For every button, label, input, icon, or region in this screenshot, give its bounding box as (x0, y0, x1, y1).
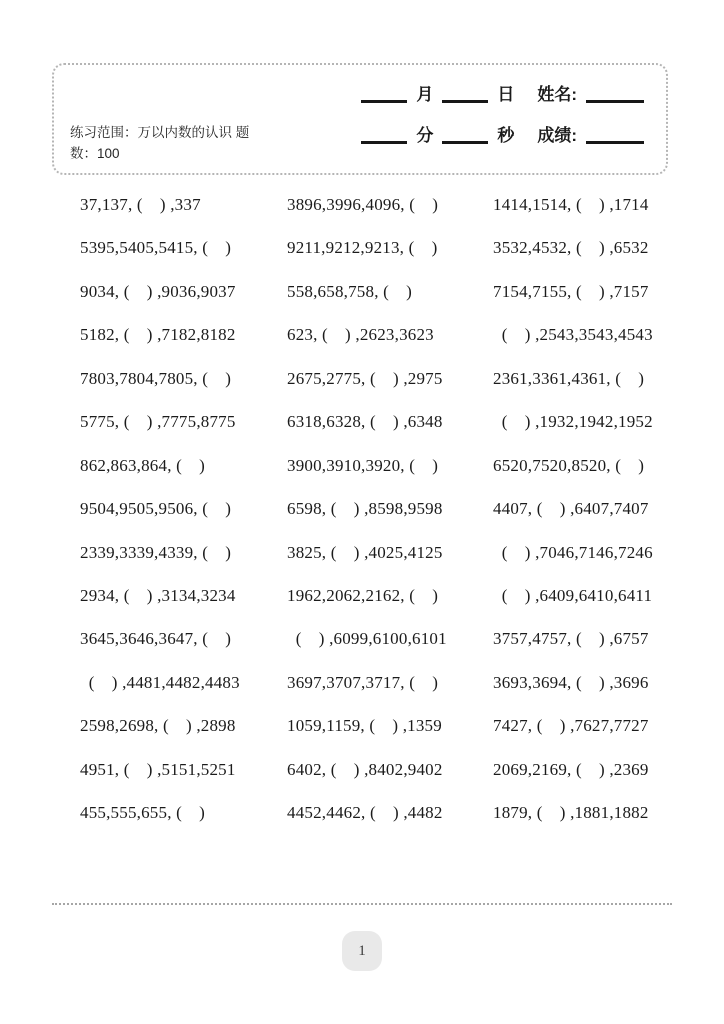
day-label: 日 (497, 85, 515, 104)
problem-cell: 1879, ( ) ,1881,1882 (493, 803, 649, 823)
problem-cell: 2339,3339,4339, ( ) (80, 542, 232, 562)
problem-cell: ( ) ,6099,6100,6101 (287, 629, 447, 649)
problem-cell: 9211,9212,9213, ( ) (287, 238, 438, 258)
problem-cell: 3532,4532, ( ) ,6532 (493, 238, 649, 258)
problem-cell: 3757,4757, ( ) ,6757 (493, 629, 649, 649)
problem-cell: 862,863,864, ( ) (80, 455, 206, 475)
second-blank-line (442, 131, 488, 144)
problem-cell: 5775, ( ) ,7775,8775 (80, 412, 236, 432)
second-label: 秒 (497, 126, 515, 145)
problem-cell: 4951, ( ) ,5151,5251 (80, 759, 236, 779)
problem-cell: 6402, ( ) ,8402,9402 (287, 759, 443, 779)
problem-cell: 558,658,758, ( ) (287, 281, 413, 301)
problem-cell: 2361,3361,4361, ( ) (493, 368, 645, 388)
problem-cell: 4452,4462, ( ) ,4482 (287, 803, 443, 823)
number-sequence-problems-grid (80, 194, 680, 846)
practice-scope-text (70, 122, 320, 165)
problem-cell: 2598,2698, ( ) ,2898 (80, 716, 236, 736)
time-score-row (361, 127, 644, 144)
problem-cell: 5182, ( ) ,7182,8182 (80, 325, 236, 345)
name-label: 姓名: (537, 85, 577, 104)
problem-cell: 6318,6328, ( ) ,6348 (287, 412, 443, 432)
day-blank-line (442, 90, 488, 103)
problem-cell: 6520,7520,8520, ( ) (493, 455, 645, 475)
problem-cell: 9504,9505,9506, ( ) (80, 499, 232, 519)
problem-cell: 3645,3646,3647, ( ) (80, 629, 232, 649)
problem-cell: 3900,3910,3920, ( ) (287, 455, 439, 475)
problem-cell: 3697,3707,3717, ( ) (287, 672, 439, 692)
problem-cell: ( ) ,4481,4482,4483 (80, 672, 240, 692)
name-blank-line (586, 90, 644, 103)
problem-cell: 3825, ( ) ,4025,4125 (287, 542, 443, 562)
problem-cell: 3693,3694, ( ) ,3696 (493, 672, 649, 692)
problem-cell: ( ) ,7046,7146,7246 (493, 542, 653, 562)
minute-blank-line (361, 131, 407, 144)
problem-cell: ( ) ,2543,3543,4543 (493, 325, 653, 345)
problem-cell: 6598, ( ) ,8598,9598 (287, 499, 443, 519)
problem-cell: 2069,2169, ( ) ,2369 (493, 759, 649, 779)
problem-cell: 7803,7804,7805, ( ) (80, 368, 232, 388)
score-blank-line (586, 131, 644, 144)
problem-cell: 4407, ( ) ,6407,7407 (493, 499, 649, 519)
problem-cell: 455,555,655, ( ) (80, 803, 206, 823)
problem-cell: 37,137, ( ) ,337 (80, 195, 201, 214)
problem-cell: 2675,2775, ( ) ,2975 (287, 368, 443, 388)
problem-cell: 7154,7155, ( ) ,7157 (493, 281, 649, 301)
problem-cell: 2934, ( ) ,3134,3234 (80, 585, 236, 605)
date-name-block (361, 86, 644, 144)
problem-cell: ( ) ,6409,6410,6411 (493, 585, 653, 605)
practice-scope-line2: 数：100 (70, 146, 120, 162)
problem-cell: 9034, ( ) ,9036,9037 (80, 281, 236, 301)
practice-scope-line1: 练习范围：万以内数的认识 题 (70, 124, 250, 140)
page-number: 1 (358, 942, 366, 959)
date-name-row (361, 86, 644, 103)
minute-label: 分 (416, 126, 434, 145)
problem-cell: 5395,5405,5415, ( ) (80, 238, 232, 258)
worksheet-header-box (52, 63, 668, 175)
score-label: 成绩: (537, 126, 577, 145)
problem-cell: 3896,3996,4096, ( ) (287, 195, 439, 214)
dotted-separator-line (52, 903, 672, 905)
month-blank-line (361, 90, 407, 103)
problem-cell: 1962,2062,2162, ( ) (287, 585, 439, 605)
problem-cell: 623, ( ) ,2623,3623 (287, 325, 434, 345)
problem-cell: ( ) ,1932,1942,1952 (493, 412, 653, 432)
problem-cell: 1414,1514, ( ) ,1714 (493, 195, 649, 214)
problem-cell: 1059,1159, ( ) ,1359 (287, 716, 442, 736)
month-label: 月 (416, 85, 434, 104)
problem-cell: 7427, ( ) ,7627,7727 (493, 716, 649, 736)
page-number-badge (342, 931, 382, 971)
